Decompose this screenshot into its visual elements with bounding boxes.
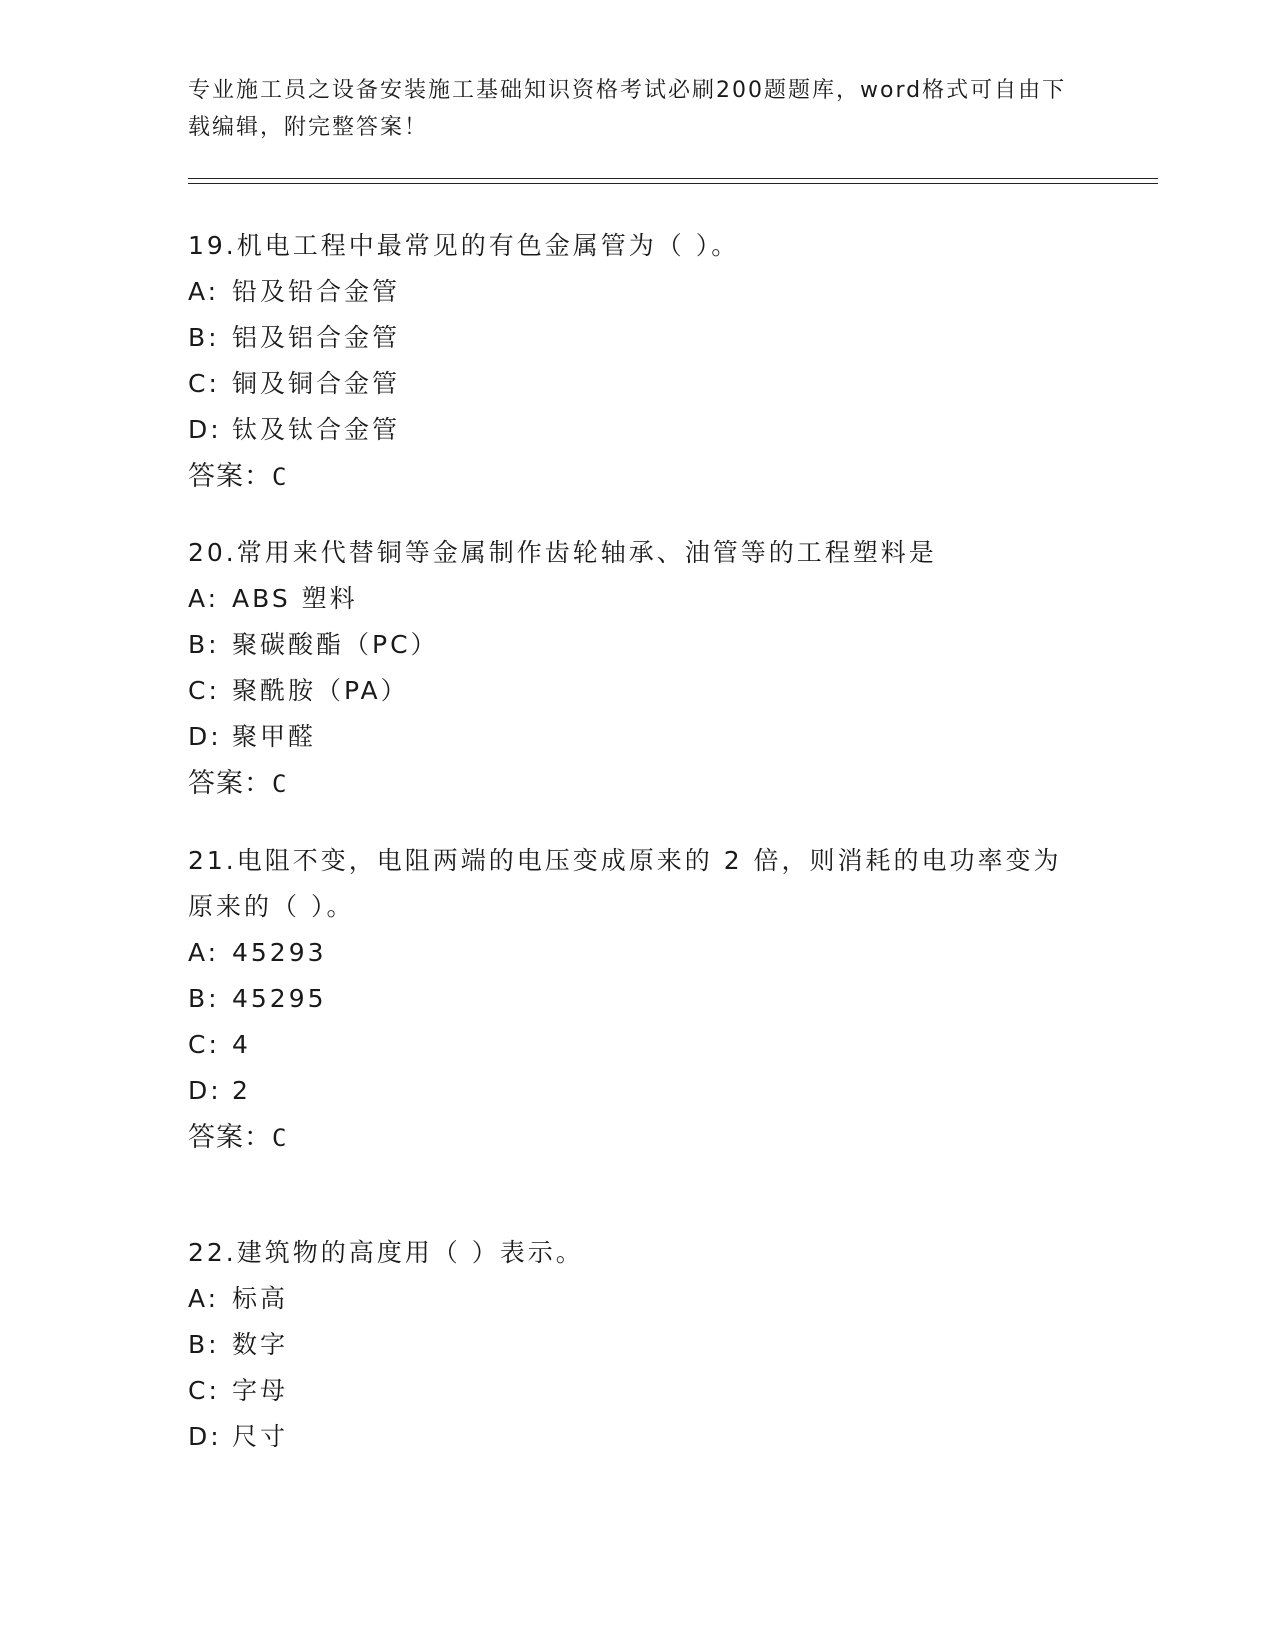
option-text: 4: [232, 1030, 251, 1059]
question-stem: 19.机电工程中最常见的有色金属管为（ ）。: [188, 231, 740, 260]
option-letter: B:: [188, 630, 220, 659]
option-a: [188, 1276, 1088, 1322]
answer-line: [188, 453, 1088, 500]
option-text: 铅及铅合金管: [232, 277, 401, 306]
option-letter: D:: [188, 1422, 222, 1451]
option-letter: A:: [188, 277, 220, 306]
option-letter: B:: [188, 984, 220, 1013]
option-letter: D:: [188, 722, 222, 751]
question-stem: 20.常用来代替铜等金属制作齿轮轴承、油管等的工程塑料是: [188, 538, 937, 567]
option-letter: C:: [188, 369, 220, 398]
option-text: 尺寸: [232, 1422, 289, 1451]
answer-line: [188, 1114, 1088, 1161]
option-letter: A:: [188, 584, 220, 613]
option-text: 铝及铝合金管: [232, 323, 401, 352]
option-text: 铜及铜合金管: [232, 369, 401, 398]
question-21: [188, 838, 1088, 1161]
option-d: [188, 714, 1088, 760]
option-letter: C:: [188, 1376, 220, 1405]
option-letter: B:: [188, 1330, 220, 1359]
option-d: [188, 1068, 1088, 1114]
question-stem: 22.建筑物的高度用（ ）表示。: [188, 1238, 584, 1267]
option-a: [188, 930, 1088, 976]
option-letter: B:: [188, 323, 220, 352]
option-d: [188, 1414, 1088, 1460]
option-a: [188, 576, 1088, 622]
question-20: [188, 530, 1088, 807]
option-letter: D:: [188, 415, 222, 444]
answer-value: C: [272, 1124, 288, 1152]
header-divider-bottom: [188, 183, 1158, 184]
answer-line: [188, 760, 1088, 807]
option-b: [188, 622, 1088, 668]
option-c: [188, 1022, 1088, 1068]
option-text: 聚酰胺（PA）: [232, 676, 409, 705]
header-divider-top: [188, 178, 1158, 179]
option-c: [188, 361, 1088, 407]
option-letter: C:: [188, 676, 220, 705]
answer-label: 答案：: [188, 1122, 272, 1152]
answer-value: C: [272, 463, 288, 491]
option-letter: D:: [188, 1076, 222, 1105]
question-19: [188, 223, 1088, 500]
option-letter: A:: [188, 938, 220, 967]
option-b: [188, 1322, 1088, 1368]
option-text: 聚碳酸酯（PC）: [232, 630, 439, 659]
option-text: 聚甲醛: [232, 722, 317, 751]
question-22: [188, 1230, 1088, 1460]
option-text: 45295: [232, 984, 327, 1013]
option-b: [188, 976, 1088, 1022]
document-header: 专业施工员之设备安装施工基础知识资格考试必刷200题题库，word格式可自由下载编辑，附完整答案！: [188, 78, 1067, 140]
question-stem: 21.电阻不变，电阻两端的电压变成原来的 2 倍，则消耗的电功率变为原来的（ ）。: [188, 846, 1062, 921]
option-text: 数字: [232, 1330, 289, 1359]
option-text: ABS 塑料: [232, 584, 358, 613]
answer-label: 答案：: [188, 768, 272, 798]
answer-value: C: [272, 770, 288, 798]
option-c: [188, 668, 1088, 714]
option-c: [188, 1368, 1088, 1414]
option-letter: A:: [188, 1284, 220, 1313]
option-b: [188, 315, 1088, 361]
option-text: 45293: [232, 938, 327, 967]
answer-label: 答案：: [188, 461, 272, 491]
option-text: 标高: [232, 1284, 289, 1313]
option-text: 钛及钛合金管: [232, 415, 401, 444]
option-letter: C:: [188, 1030, 220, 1059]
option-text: 字母: [232, 1376, 289, 1405]
option-a: [188, 269, 1088, 315]
option-d: [188, 407, 1088, 453]
option-text: 2: [232, 1076, 251, 1105]
